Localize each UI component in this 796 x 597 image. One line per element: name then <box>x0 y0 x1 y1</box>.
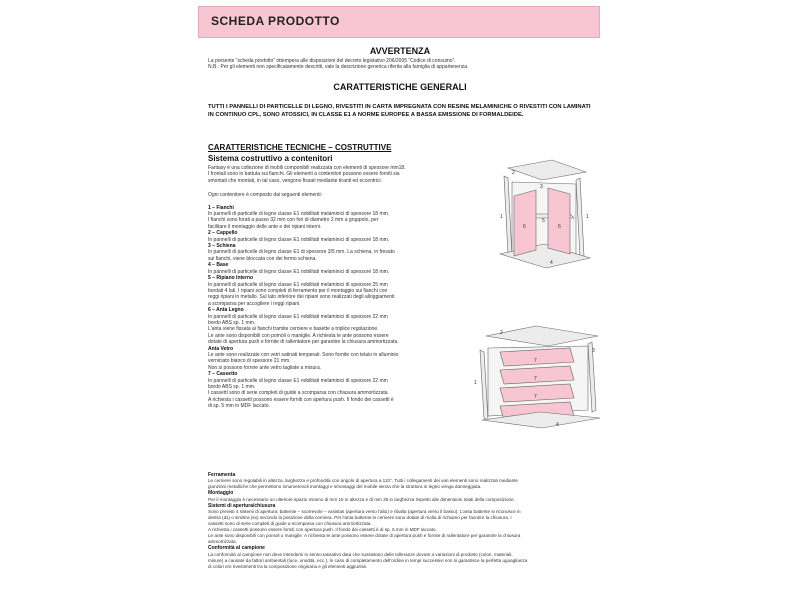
diagram-label: 6 <box>523 224 526 230</box>
item-line: In pannelli di particelle di legno classe E1 nobilitati melaminici di spessore 25 mm <box>208 281 388 288</box>
item-line: dotate di apertura push e fornite di rallentatore per garantire la chiusura ammortizzata. <box>208 339 399 346</box>
drawers-exploded-diagram <box>470 322 605 432</box>
page-title: SCHEDA PRODOTTO <box>211 14 340 28</box>
item-line: bordati 4 lati. I ripiani sono completi di ferramento per il montaggio sui fianchi con <box>208 287 388 294</box>
diagram-label: 6 <box>558 224 561 230</box>
item-title: 4 – Base <box>208 262 229 269</box>
header-band <box>198 6 600 38</box>
section-line: misure) a causate da fattori ambientali (luce, umidità, ecc.). In caso di completamento dell'ordine in tempi successivi non si garantisce la perfetta uguaglianza <box>208 557 528 563</box>
diagram-label: 5 <box>542 218 545 224</box>
item-line: In pannelli di particelle di legno classe E1 nobilitati melaminici di spessore 22 mm <box>208 313 388 320</box>
item-line: In pannelli di particelle di legno classe E1 nobilitati melaminici di spessore 18 mm. <box>208 236 390 243</box>
diagram-label: 1 <box>474 380 477 386</box>
section-line: La conformità al campione non deve intendersi in senso tassativo data che sussistono delle tolleranze dovute a variazioni di prodotto (colori, materiali, <box>208 551 513 557</box>
item-line: facilitare il montaggio delle ante e dei ripiani interni. <box>208 223 322 230</box>
general-text <box>208 103 603 119</box>
section-title: Montaggio <box>208 490 234 497</box>
cabinet-exploded-diagram <box>490 158 600 270</box>
item-line: L'anta viene fissata ai fianchi tramite cerniere e basette a triplice regolazione. <box>208 326 379 333</box>
technical-subtitle: Sistema costruttivo a contenitori <box>208 154 333 163</box>
diagram-label: 2 <box>500 330 503 336</box>
drawer-left-side-shape <box>480 350 488 420</box>
item-line: a scomparsa per accogliere i reggi ripiani. <box>208 300 301 307</box>
section-line: Sono previsti 4 sistemi di apertura: battente – scorrevole – vasistas (apertura verso l'alto) e ribalta (apertura verso il basso). L'anta battente si riconosce in <box>208 509 521 515</box>
intro-line: smontati che montati, in tal caso, vengono fissati mediante tiranti ed eccentrici. <box>208 177 382 184</box>
right-door-shape <box>548 188 570 254</box>
warning-line: N.B.: Per gli elementi non specificatamente descritti, vale la descrizione generica riferita alla famiglia di appartenenza. <box>208 64 469 71</box>
diagram-label: 2 <box>512 170 515 176</box>
diagram-label: 4 <box>556 422 559 428</box>
section-line: ammortizzata. <box>208 539 237 545</box>
item-line: A richiesta i cassetti possono essere forniti con apertura push. Il fondo dei cassetti è <box>208 396 394 403</box>
item-line: In pannelli di particelle di legno classe E1 nobilitati melaminici di spessore 18 mm. <box>208 211 390 218</box>
warning-line: La presente “scheda prodotto” ottempera alle disposizioni del decreto legislativo 206/2005 “Codice di consumo”. <box>208 58 456 64</box>
warning-text <box>208 58 598 71</box>
technical-text <box>208 165 448 410</box>
item-line: I cassetti sono di serie completi di guide a scomparsa con chiusura ammortizzata. <box>208 390 389 397</box>
section-line: A richiesta i cassetti possono essere forniti con apertura push. Il fondo dei cassetti è di sp. 5 mm in MDF laccato. <box>208 527 437 533</box>
diagram-label: 7 <box>534 394 537 400</box>
warning-title: AVVERTENZA <box>369 46 431 56</box>
item-title: 5 – Ripiano Interno <box>208 275 254 282</box>
item-line: sui fianchi, viene bloccata con dei fermo schiena. <box>208 255 317 262</box>
section-line: destra (dx) o sinistra (sx) secondo la posizione della cerniera. Per l'anta battente le cerniere sono dotate di molla di richiamo per favorire la chiusura. I <box>208 515 512 521</box>
intro-line: I frontali sono in battuta sui fianchi. Gli elementi a contenitori possono essere forniti sia <box>208 171 400 178</box>
item-title: 3 – Schiena <box>208 243 236 250</box>
item-line: In pannelli di particelle di legno classe E1 di spessore 3/5 mm. La schiena, in fresato <box>208 249 395 256</box>
item-line: Le ante sono realizzate con vetri satinati temperati. Sono fornite con telaio in alluminio <box>208 351 399 358</box>
section-line: Le cerniere sono regolabili in altezza, larghezza e profondità con angolo di apertura a 110°. Tutti i collegamenti dei vari elementi sono realizzati mediante <box>208 478 518 484</box>
item-line: Le ante sono disponibili con pomoli o maniglie. A richiesta le ante possono essere <box>208 332 389 339</box>
diagram-label: 3 <box>540 184 543 190</box>
item-title: 7 – Cassetto <box>208 371 238 378</box>
section-title: Conformità al campione <box>208 545 265 552</box>
item-title: 6 – Anta Legno <box>208 307 244 314</box>
diagram-label: 7 <box>534 376 537 382</box>
section-line: cassetti sono di serie completi di guide a scomparsa con chiusura ammortizzata. <box>208 521 372 527</box>
diagram-label: 1 <box>586 214 589 220</box>
item-line: bordo ABS sp. 1 mm. <box>208 384 256 390</box>
item-line: I fianchi sono forati a passo 32 mm con fori di diametro 2 mm a gruppolo, per <box>208 217 379 224</box>
diagram-label: 4 <box>550 260 553 266</box>
general-line: TUTTI I PANNELLI DI PARTICELLE DI LEGNO, RIVESTITI IN CARTA IMPREGNATA CON RESINE MELAMINICHE O RIVESTITI CON LAMINATI <box>208 104 591 110</box>
composed-line: Ogni contenitore è composto dai seguenti elementi: <box>208 192 322 199</box>
diagram-label: 7 <box>534 358 537 364</box>
item-line: di sp. 5 mm in MDF laccato. <box>208 403 270 410</box>
left-door-shape <box>514 190 536 256</box>
item-line: In pannelli di particelle di legno classe E1 nobilitati melaminici di spessore 18 mm. <box>208 268 390 275</box>
item-line: Non si possono fornire ante vetro tagliate a misura. <box>208 364 322 371</box>
section-title: Sistemi di apertura/chiusura <box>208 502 276 509</box>
item-title: 1 – Fianchi <box>208 204 234 211</box>
intro-line: Fantasy è una collezione di mobili componibili realizzata con elementi di spessore mm18. <box>208 165 406 171</box>
item-line: bordo ABS sp. 1 mm. <box>208 319 256 326</box>
section-line: giunzioni metalliche che permettono innumerevoli montaggi e smontaggi del mobile senza che la struttura in legno venga danneggiata. <box>208 484 482 490</box>
product-sheet-page <box>190 0 610 597</box>
item-line: reggi ripiani in metallo. Sul lato inferiore dei ripiani sono realizzati degli alloggiamenti <box>208 294 395 301</box>
right-side-shape <box>576 178 584 258</box>
section-line: Le ante sono disponibili con pomoli o maniglie. A richiesta le ante possono essere dotate di apertura push e fornite di rallentatore per garantire la chiusura <box>208 533 521 539</box>
section-line: Per il montaggio è necessario un ulteriore spazio minimo di mm 15 in altezza e di mm 35 in larghezza rispetto alle dimensioni totali della composizione. <box>208 496 515 502</box>
general-title: CARATTERISTICHE GENERALI <box>333 82 467 92</box>
item-title: Anta Vetro <box>208 345 234 352</box>
section-line: di colori e/o rivestimenti tra la composizione originaria e gli elementi aggiuntivi. <box>208 563 368 569</box>
item-title: 2 – Cappello <box>208 230 238 237</box>
general-line: IN CONTINUO CPL, SONO ATOSSICI, IN CLASSE E1 A NORME EUROPEE A BASSA EMISSIONE DI FORMALDEIDE. <box>208 112 524 118</box>
diagram-label: 1 <box>500 214 503 220</box>
bottom-sections <box>208 472 606 570</box>
left-side-shape <box>504 176 512 256</box>
technical-title: CARATTERISTICHE TECNICHE – COSTRUTTIVE <box>208 143 392 152</box>
top-panel-shape <box>508 160 586 180</box>
drawer-top-panel-shape <box>486 326 598 346</box>
diagram-label: 3 <box>592 348 595 354</box>
item-line: verniciato bianco di spessore 21 mm. <box>208 358 291 365</box>
item-line: In pannelli di particelle di legno classe E1 nobilitati melaminici di spessore 22 mm <box>208 377 388 384</box>
section-title: Ferramenta <box>208 472 236 478</box>
